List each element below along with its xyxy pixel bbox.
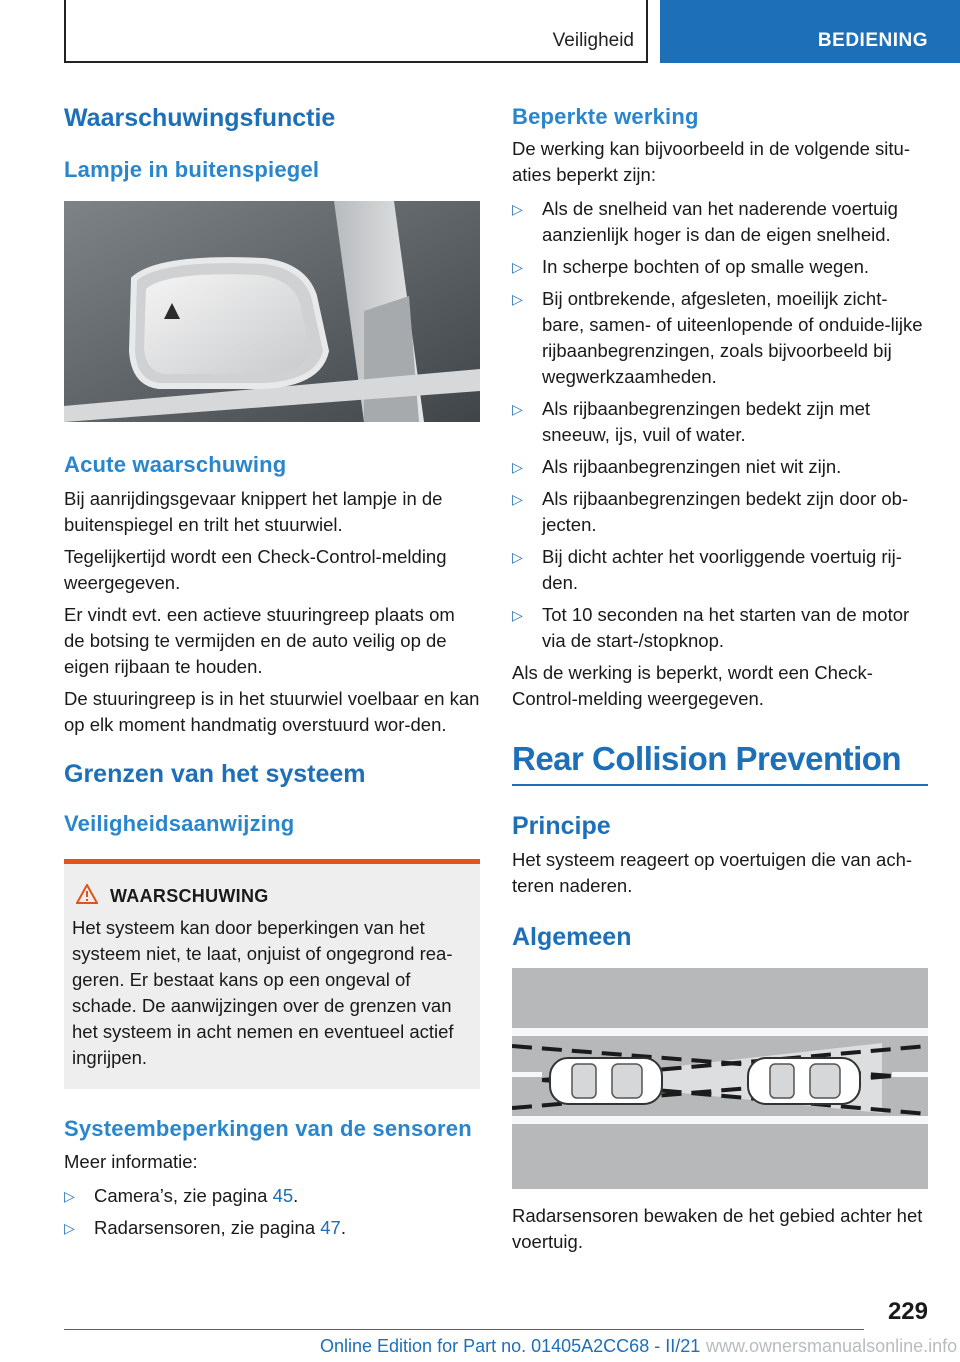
title-waarschuwingsfunctie: Waarschuwingsfunctie — [64, 104, 336, 132]
footer-rule — [64, 1329, 864, 1330]
header-chapter-tab — [660, 0, 960, 63]
list-item: ▷ Radarsensoren, zie pagina 47. — [64, 1215, 480, 1241]
list-item: ▷ Als rijbaanbegrenzingen bedekt zijn door ob-jecten. — [512, 488, 909, 535]
triangle-right-icon: ▷ — [512, 259, 523, 275]
page-number: 229 — [887, 1298, 928, 1325]
title-rear-collision-prevention: Rear Collision Prevention — [512, 740, 902, 777]
title-principe: Principe — [512, 812, 611, 840]
list-item: ▷ In scherpe bochten of op smalle wegen. — [512, 254, 928, 280]
header-tab-left — [64, 0, 648, 63]
subtitle-beperkte-werking: Beperkte werking — [512, 104, 699, 129]
triangle-right-icon: ▷ — [512, 201, 523, 217]
list-item: ▷ Als rijbaanbegrenzingen niet wit zijn. — [512, 454, 928, 480]
triangle-right-icon: ▷ — [512, 491, 523, 507]
list-item: ▷ Als rijbaanbegrenzingen bedekt zijn met sneeuw, ijs, vuil of water. — [512, 398, 871, 445]
mirror-illustration — [64, 201, 480, 422]
triangle-right-icon: ▷ — [64, 1220, 75, 1236]
subtitle-acute: Acute waarschuwing — [64, 452, 287, 477]
triangle-right-icon: ▷ — [512, 549, 523, 565]
warning-box — [64, 859, 480, 1089]
triangle-right-icon: ▷ — [512, 401, 523, 417]
page-link-47[interactable]: 47 — [320, 1217, 341, 1238]
footer-edition: Online Edition for Part no. 01405A2CC68 - II/21 — [320, 1336, 701, 1356]
subtitle-veiligheidsaanwijzing: Veiligheidsaanwijzing — [64, 811, 295, 836]
paragraph: Bij aanrijdingsgevaar knippert het lampje in de buitenspiegel en trilt het stuurwiel. — [64, 488, 443, 535]
header-section: Veiligheid — [552, 30, 634, 51]
more-info-label: Meer informatie: — [64, 1151, 198, 1172]
title-algemeen: Algemeen — [512, 923, 632, 951]
radar-caption: Radarsensoren bewaken de het gebied achter het voertuig. — [512, 1205, 923, 1252]
footer-watermark[interactable]: www.ownersmanualsonline.info — [702, 1336, 957, 1357]
triangle-right-icon: ▷ — [512, 291, 523, 307]
outro-text: Als de werking is beperkt, wordt een Check-Control-melding weergegeven. — [512, 662, 873, 709]
triangle-right-icon: ▷ — [512, 607, 523, 623]
subtitle-systeembeperkingen: Systeembeperkingen van de sensoren — [64, 1116, 472, 1141]
subtitle-lampje: Lampje in buitenspiegel — [64, 157, 320, 182]
triangle-right-icon: ▷ — [64, 1188, 75, 1204]
triangle-right-icon: ▷ — [512, 459, 523, 475]
car-rear — [550, 1058, 662, 1104]
header-chapter: BEDIENING — [817, 30, 928, 51]
list-item: ▷ Camera’s, zie pagina 45. — [64, 1183, 480, 1209]
intro-text: De werking kan bijvoorbeeld in de volgende situ-aties beperkt zijn: — [512, 138, 910, 185]
list-item: ▷ Bij dicht achter het voorliggende voertuig rij-den. — [512, 546, 902, 593]
list-item: ▷ Tot 10 seconden na het starten van de motor via de start-/stopknop. — [512, 604, 910, 651]
car-front — [748, 1058, 860, 1104]
paragraph: Er vindt evt. een actieve stuuringreep plaats om de botsing te vermijden en de auto veilig op de eigen rijbaan te houden. — [64, 604, 455, 677]
warning-triangle-icon — [76, 884, 110, 909]
paragraph: Tegelijkertijd wordt een Check-Control-melding weergegeven. — [64, 546, 447, 593]
paragraph: De stuuringreep is in het stuurwiel voelbaar en kan op elk moment handmatig overstuurd wor-den. — [64, 688, 480, 735]
page-link-45[interactable]: 45 — [272, 1185, 294, 1206]
rcp-title-block — [512, 740, 928, 786]
title-grenzen: Grenzen van het systeem — [64, 760, 366, 788]
principe-text: Het systeem reageert op voertuigen die van ach-teren naderen. — [512, 849, 913, 896]
warning-text: Het systeem kan door beperkingen van het systeem niet, te laat, onjuist of ongegrond rea-geren. Er bestaat kans op een ongeval of schade. De aanwijzingen over de grenzen van het systeem in acht nemen en eventueel actief ingrijpen. — [72, 917, 454, 1068]
list-item: ▷ Als de snelheid van het naderende voertuig aanzienlijk hoger is dan de eigen snelheid. — [512, 198, 898, 245]
warning-label: WAARSCHUWING — [110, 886, 269, 906]
list-item: ▷ Bij ontbrekende, afgesleten, moeilijk zicht-bare, samen- of uiteenlopende of onduide-lijke rijbaanbegrenzingen, zoals bijvoorbeeld bij wegwerkzaamheden. — [512, 288, 923, 387]
radar-illustration — [512, 968, 928, 1189]
